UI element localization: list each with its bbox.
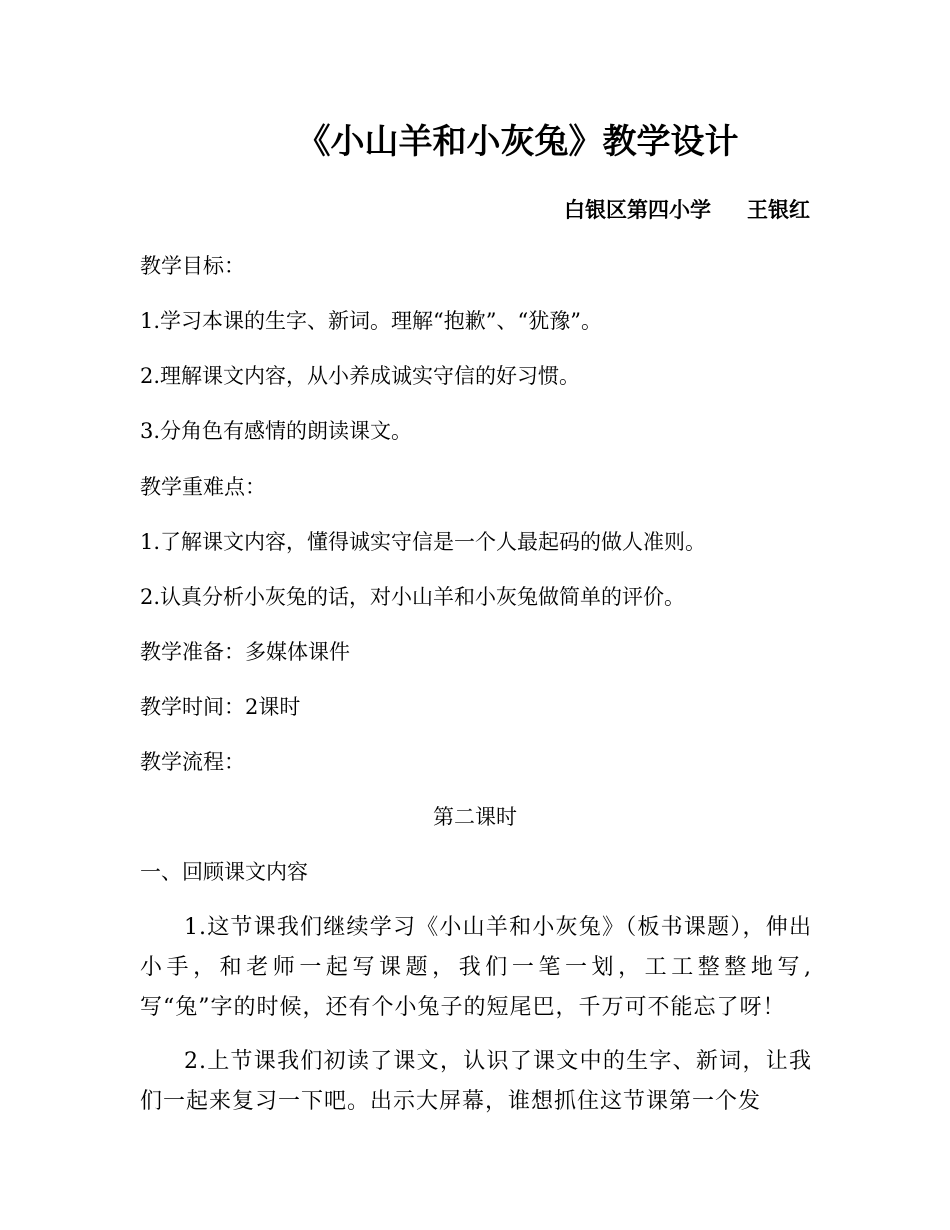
document-title: 《小山羊和小灰兔》教学设计	[296, 122, 739, 162]
goal-item: 3.分角色有感情的朗读课文。	[140, 419, 413, 443]
lesson-title: 第二课时	[433, 805, 517, 829]
author-name: 王银红	[747, 197, 810, 222]
key-point-item: 1.了解课文内容，懂得诚实守信是一个人最起码的做人准则。	[140, 530, 707, 554]
school-name: 白银区第四小学	[564, 197, 711, 222]
author-line	[564, 196, 810, 224]
goal-item: 1.学习本课的生字、新词。理解“抱歉”、“犹豫”。	[140, 309, 602, 333]
body-paragraph: 1.这节课我们继续学习《小山羊和小灰兔》（板书课题），伸出小手，和老师一起写课题，我们一笔一划，工工整整地写,写“兔”字的时候，还有个小兔子的短尾巴，千万可不能忘了呀！	[140, 915, 812, 1020]
process-heading: 教学流程：	[140, 750, 245, 774]
goals-heading: 教学目标：	[140, 254, 245, 278]
key-points-heading: 教学重难点：	[140, 475, 266, 499]
key-point-item: 2.认真分析小灰兔的话，对小山羊和小灰兔做简单的评价。	[140, 585, 686, 609]
preparation-line: 教学准备：多媒体课件	[140, 640, 350, 664]
section-heading: 一、回顾课文内容	[140, 860, 308, 884]
goal-item: 2.理解课文内容，从小养成诚实守信的好习惯。	[140, 364, 581, 388]
body-paragraph: 2.上节课我们初读了课文，认识了课文中的生字、新词，让我们一起来复习一下吧。出示大屏幕，谁想抓住这节课第一个发	[140, 1049, 812, 1114]
time-line: 教学时间：2课时	[140, 695, 301, 719]
